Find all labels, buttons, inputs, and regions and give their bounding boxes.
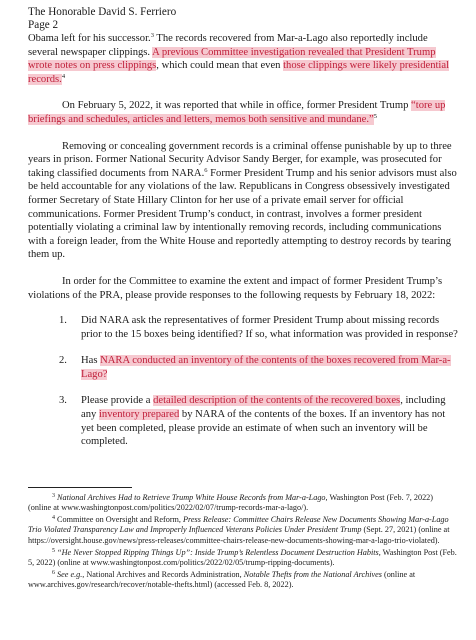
- request-number: 2.: [59, 355, 67, 367]
- text-span: The records recovered from Mar-a-Lago also reportedly include several newspaper clippings.: [28, 33, 428, 58]
- footnote-ref-6: 6: [204, 166, 208, 174]
- footnote-text: (Sept. 27, 2021) (online at https://oversight.house.gov/news/press-releases/committee-chairs-release-new-documents-showing-mar-a-lago-trio-violated).: [28, 525, 450, 545]
- text-span: On February 5, 2022, it was reported that while in office, former President Trump: [62, 100, 412, 112]
- request-list: [28, 314, 458, 449]
- letter-header: [28, 6, 458, 32]
- highlight-tore-up-quote: “tore up briefings and schedules, articles and letters, memos both sensitive and mundane.”: [28, 100, 446, 125]
- footnote-4: [28, 515, 458, 546]
- footnote-text: , National Archives and Records Administration,: [82, 570, 244, 580]
- footnote-title: “He Never Stopped Ripping Things Up”: Inside Trump’s Relentless Document Destruction Habits: [57, 547, 379, 557]
- footnote-6: [28, 570, 458, 590]
- highlight-press-clippings: A previous Committee investigation revealed that President Trump wrote notes on press clippings: [28, 46, 436, 72]
- paragraph-records-clippings: [28, 32, 458, 86]
- request-number: 3.: [59, 395, 67, 407]
- request-text: , including any: [81, 395, 446, 421]
- request-text: Has: [81, 355, 101, 367]
- request-item-3: [28, 394, 458, 448]
- paragraph-requests-intro: In order for the Committee to examine the extent and impact of former President Trump’s violations of the PRA, please provide responses to the following requests by February 18, 2022:: [28, 275, 443, 301]
- footnote-number: 5: [52, 547, 55, 554]
- footnote-title: National Archives Had to Retrieve Trump White House Records from Mar-a-Lago: [57, 492, 326, 502]
- highlight-presidential-records: those clippings were likely presidential records.: [28, 60, 450, 85]
- footnote-text: , Washington Post (Feb. 5, 2022) (online at www.washingtonpost.com/politics/2022/02/05/trump-ripping-documents).: [28, 547, 457, 568]
- request-text: Did NARA ask the representatives of former President Trump about missing records prior to the 15 boxes being identified? If so, what information was provided in response?: [81, 315, 458, 340]
- footnote-ref-5: 5: [373, 112, 377, 120]
- highlight-inventory-prepared: inventory prepared: [98, 409, 180, 421]
- request-item-2: [28, 354, 458, 381]
- footnotes: [28, 493, 458, 591]
- footnote-ref-3: 3: [150, 32, 154, 39]
- paragraph-criminal-offense: [28, 140, 458, 262]
- request-text: Please provide a: [81, 395, 154, 407]
- footnote-ref-4: 4: [61, 72, 66, 80]
- footnote-divider: [28, 487, 132, 488]
- letter-page: [28, 6, 458, 591]
- paragraph-tore-up: [28, 99, 458, 126]
- footnote-number: 4: [52, 515, 55, 522]
- footnote-title: Notable Thefts from the National Archives: [243, 570, 382, 580]
- footnote-number: 6: [52, 570, 55, 577]
- highlight-detailed-description: detailed description of the contents of the recovered boxes: [153, 395, 401, 407]
- page-number: Page 2: [28, 19, 59, 31]
- footnote-text: (online at www.archives.gov/research/recover/notable-thefts.html) (accessed Feb. 8, 2022).: [28, 570, 416, 590]
- text-span: Removing or concealing government records is a criminal offense punishable by up to three years in prison. Former National Security Advisor Sandy Berger, for example, was prosecuted for taking classified documents from NARA.: [28, 140, 452, 179]
- footnote-5: [28, 548, 458, 568]
- text-span: , which could mean that even: [156, 60, 284, 72]
- request-item-1: [28, 314, 458, 341]
- footnote-3: [28, 493, 458, 513]
- addressee-line: The Honorable David S. Ferriero: [28, 6, 177, 18]
- footnote-number: 3: [52, 492, 55, 499]
- request-text: by NARA of the contents of the boxes. If an inventory has not yet been completed, please provide an estimate of when such an inventory will be completed.: [81, 409, 446, 448]
- footnote-text: Committee on Oversight and Reform,: [57, 515, 184, 525]
- highlight-nara-inventory: NARA conducted an inventory of the contents of the boxes recovered from Mar-a-Lago?: [81, 355, 451, 380]
- footnote-text: , Washington Post (Feb. 7, 2022) (online at www.washingtonpost.com/politics/2022/02/07/trump-records-mar-a-lago/).: [28, 492, 433, 513]
- footnote-see-eg: See e.g.: [57, 570, 83, 580]
- text-span: Former President Trump and his senior advisors must also be held accountable for any violations of the law. Republicans in Congress obsessively investigated former Secretary of State Hillary Clinton for her use of a private email server for official communications. Former President Trump’s conduct, in contrast, involves a former president potentially violating a criminal law by intentionally removing records, including communications with a foreign leader, from the White House and reportedly attempting to destroy records by tearing them up.: [28, 167, 457, 261]
- footnote-title: Press Release: Committee Chairs Release New Documents Showing Mar-a-Lago Trio Violated Transparency Law and Improperly Influenced Veterans Policies Under President Trump: [28, 515, 449, 535]
- request-number: 1.: [59, 315, 67, 327]
- text-span: Obama left for his successor.: [28, 33, 151, 44]
